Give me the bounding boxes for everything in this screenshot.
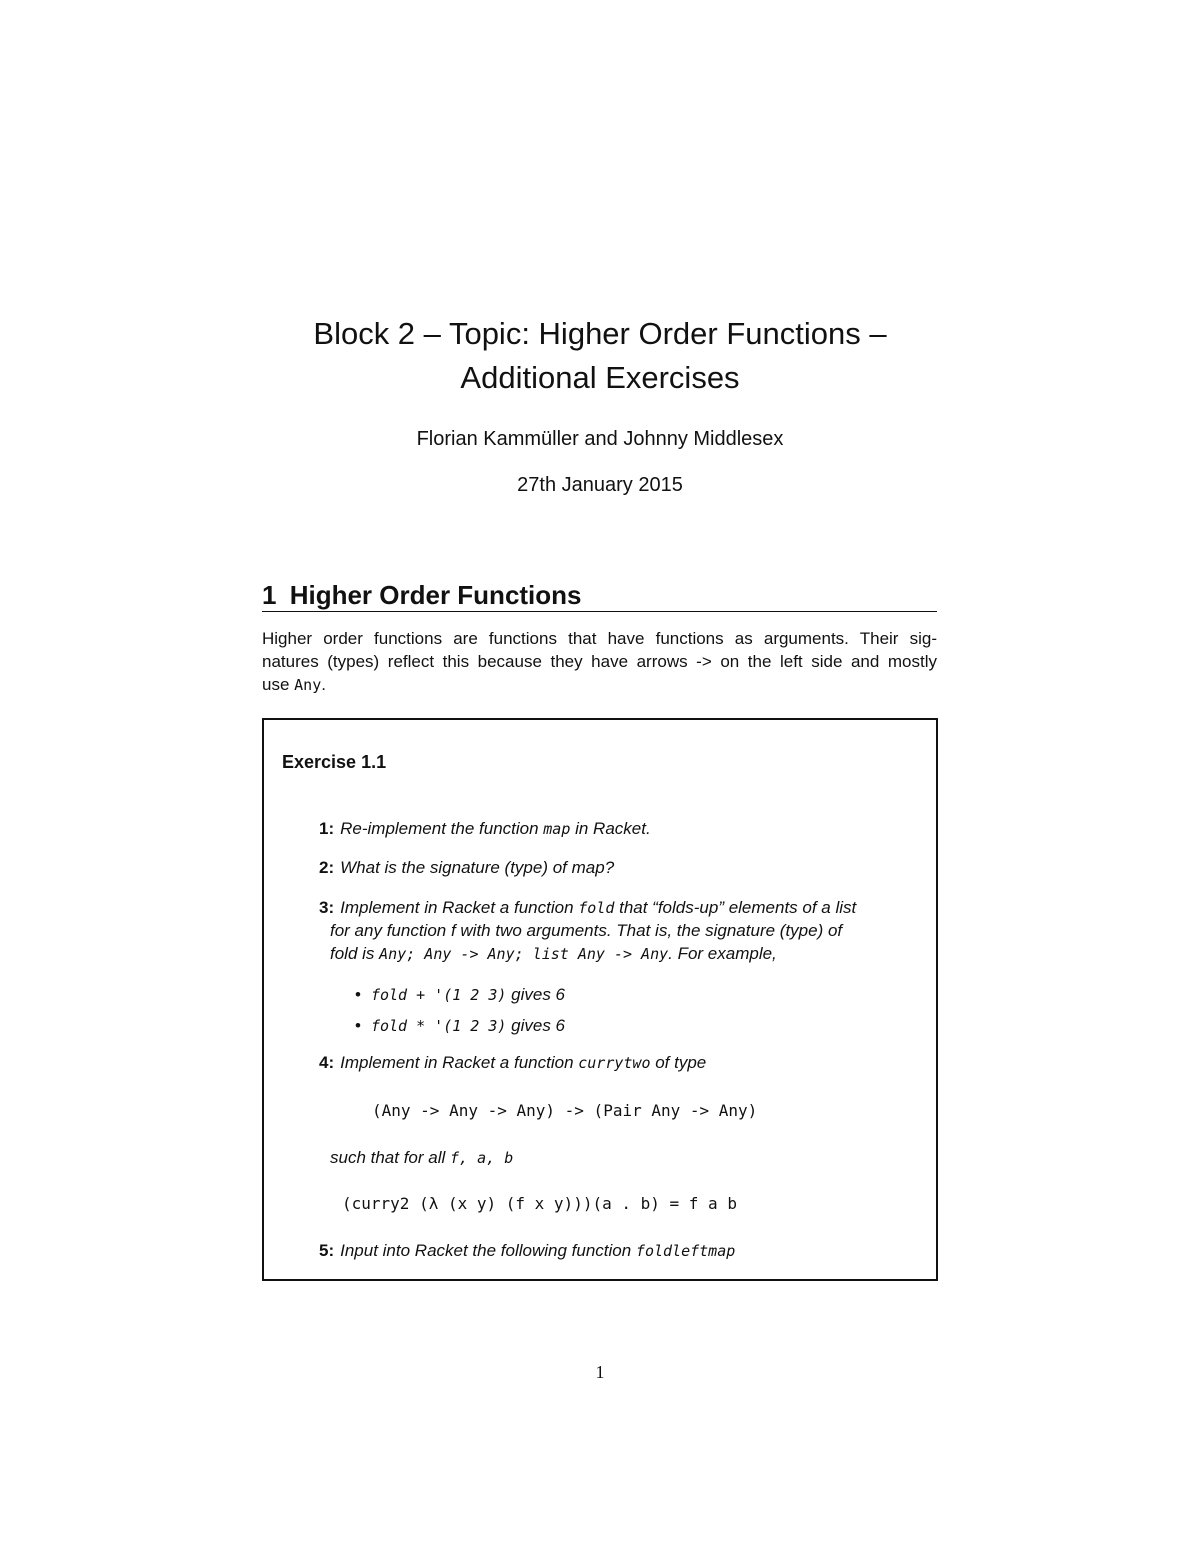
- bullet-item: • fold + '(1 2 3) gives 6: [355, 985, 566, 1004]
- intro-line-2: natures (types) reflect this because they have arrows -> on the left side and mostly: [262, 652, 937, 671]
- exercise-item-3: 3: Implement in Racket a function fold that “folds-up” elements of a list: [319, 898, 857, 917]
- document-title-line-1: Block 2 – Topic: Higher Order Functions –: [313, 316, 887, 351]
- item-number: 4:: [319, 1053, 335, 1072]
- type-signature-code: (Any -> Any -> Any) -> (Pair Any -> Any): [372, 1101, 758, 1120]
- fold-code: fold: [578, 899, 615, 917]
- exercise-item-5: 5: Input into Racket the following function foldleftmap: [319, 1241, 736, 1260]
- exercise-item-1: 1: Re-implement the function map in Racket.: [319, 819, 651, 838]
- section-heading: [262, 579, 937, 612]
- fold-signature-code: Any; Any -> Any; list Any -> Any: [379, 945, 669, 963]
- exercise-item-3-line-3: fold is Any; Any -> Any; list Any -> Any. For example,: [330, 944, 777, 963]
- foldleftmap-code: foldleftmap: [635, 1242, 736, 1260]
- date: 27th January 2015: [517, 474, 683, 496]
- bullet-icon: •: [355, 1016, 361, 1035]
- item-number: 1:: [319, 819, 335, 838]
- page-number: 1: [595, 1362, 605, 1382]
- exercise-item-4: 4: Implement in Racket a function currytwo of type: [319, 1053, 707, 1072]
- any-code: Any: [294, 676, 322, 694]
- section-intro: [262, 627, 937, 697]
- equation-code: (curry2 (λ (x y) (f x y)))(a . b) = f a b: [342, 1194, 737, 1213]
- section-title: Higher Order Functions: [289, 580, 582, 610]
- intro-line-1: Higher order functions are functions that have functions as arguments. Their sig-: [262, 629, 937, 648]
- bullet-item: • fold * '(1 2 3) gives 6: [355, 1016, 566, 1035]
- exercise-item-3-line-2: for any function f with two arguments. That is, the signature (type) of: [330, 921, 843, 940]
- exercise-box: [262, 718, 938, 1281]
- currytwo-code: currytwo: [578, 1054, 651, 1072]
- item-number: 5:: [319, 1241, 335, 1260]
- exercise-item-2: 2: What is the signature (type) of map?: [319, 858, 615, 877]
- exercise-title: Exercise 1.1: [282, 752, 387, 772]
- map-code: map: [543, 820, 571, 838]
- item-number: 2:: [319, 858, 335, 877]
- item-number: 3:: [319, 898, 335, 917]
- such-that-line: such that for all f, a, b: [330, 1148, 514, 1167]
- authors: Florian Kammüller and Johnny Middlesex: [416, 428, 784, 450]
- document-title-line-2: Additional Exercises: [460, 360, 740, 395]
- section-number: 1: [262, 580, 277, 610]
- bullet-icon: •: [355, 985, 361, 1004]
- intro-line-3: use Any.: [262, 675, 326, 694]
